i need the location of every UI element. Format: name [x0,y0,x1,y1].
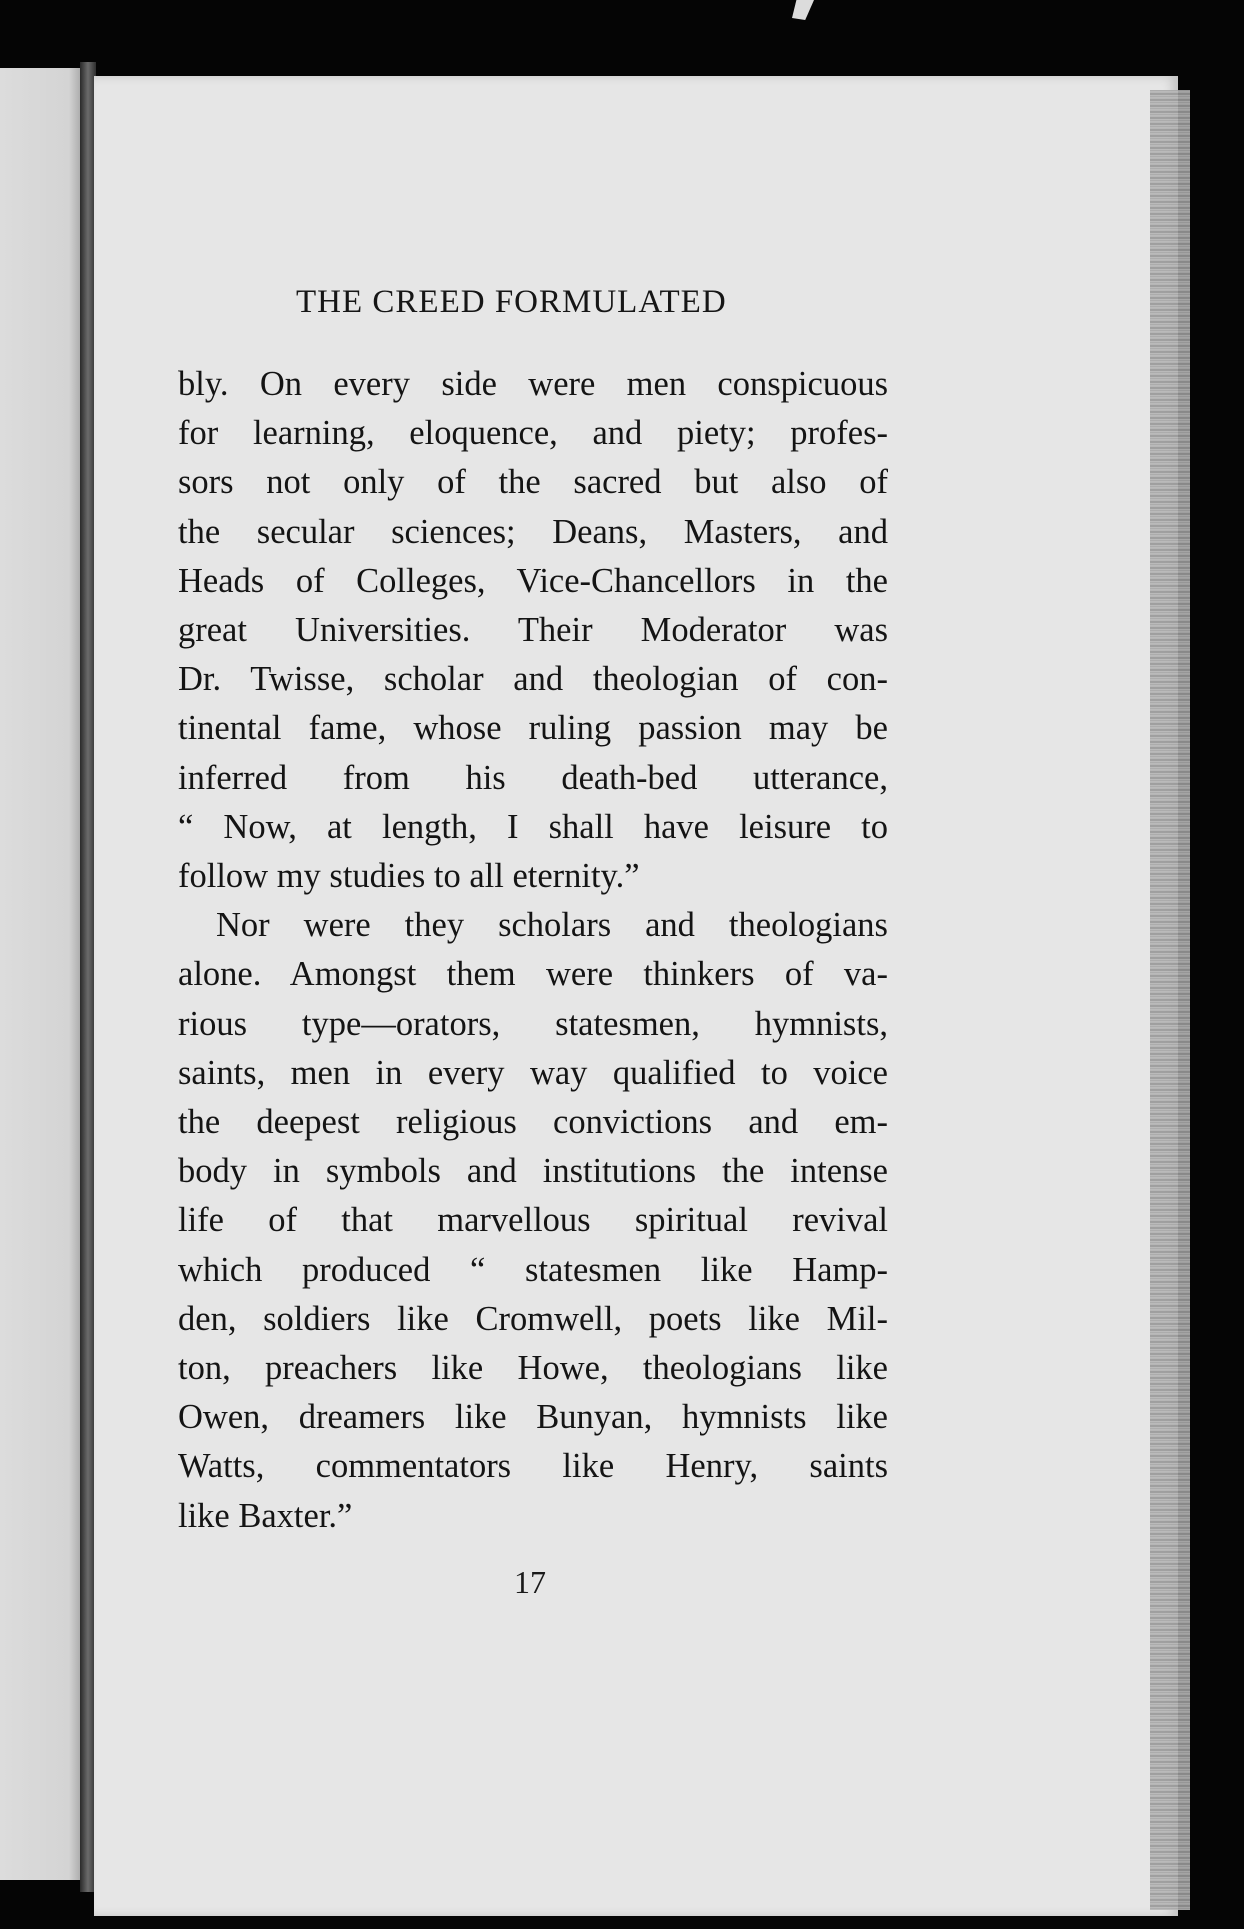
text-line: the deepest religious convictions and em- [178,1103,888,1142]
text-line: follow my studies to all eternity.” [178,857,640,896]
text-line: Watts, commentators like Henry, saints [178,1447,888,1486]
text-line: like Baxter.” [178,1496,353,1535]
text-line: sors not only of the sacred but also of [178,463,888,502]
text-line: body in symbols and institutions the intense [178,1152,888,1191]
text-line: which produced “ statesmen like Hamp- [178,1250,888,1289]
text-line: saints, men in every way qualified to voice [178,1053,888,1092]
text-line: for learning, eloquence, and piety; profes- [178,414,888,453]
page-number: 17 [514,1564,546,1600]
text-line: tinental fame, whose ruling passion may be [178,709,888,748]
text-line: life of that marvellous spiritual revival [178,1201,888,1240]
previous-page-edge [0,68,86,1880]
text-line: den, soldiers like Cromwell, poets like Mil- [178,1299,888,1338]
text-line: Dr. Twisse, scholar and theologian of con- [178,660,888,699]
text-line: rious type—orators, statesmen, hymnists, [178,1004,888,1043]
text-line: ton, preachers like Howe, theologians like [178,1349,888,1388]
text-line: great Universities. Their Moderator was [178,611,888,650]
text-line: Nor were they scholars and theologians [216,906,888,945]
text-line: inferred from his death-bed utterance, [178,758,888,797]
text-line: the secular sciences; Deans, Masters, and [178,512,888,551]
text-line: Owen, dreamers like Bunyan, hymnists like [178,1398,888,1437]
text-line: alone. Amongst them were thinkers of va- [178,955,888,994]
text-line: bly. On every side were men conspicuous [178,365,888,403]
page-fore-edge [1150,90,1190,1910]
text-line: “ Now, at length, I shall have leisure to [178,807,888,846]
body-text [178,360,888,1541]
text-line: Heads of Colleges, Vice-Chancellors in the [178,561,888,600]
running-head: THE CREED FORMULATED [296,284,727,320]
